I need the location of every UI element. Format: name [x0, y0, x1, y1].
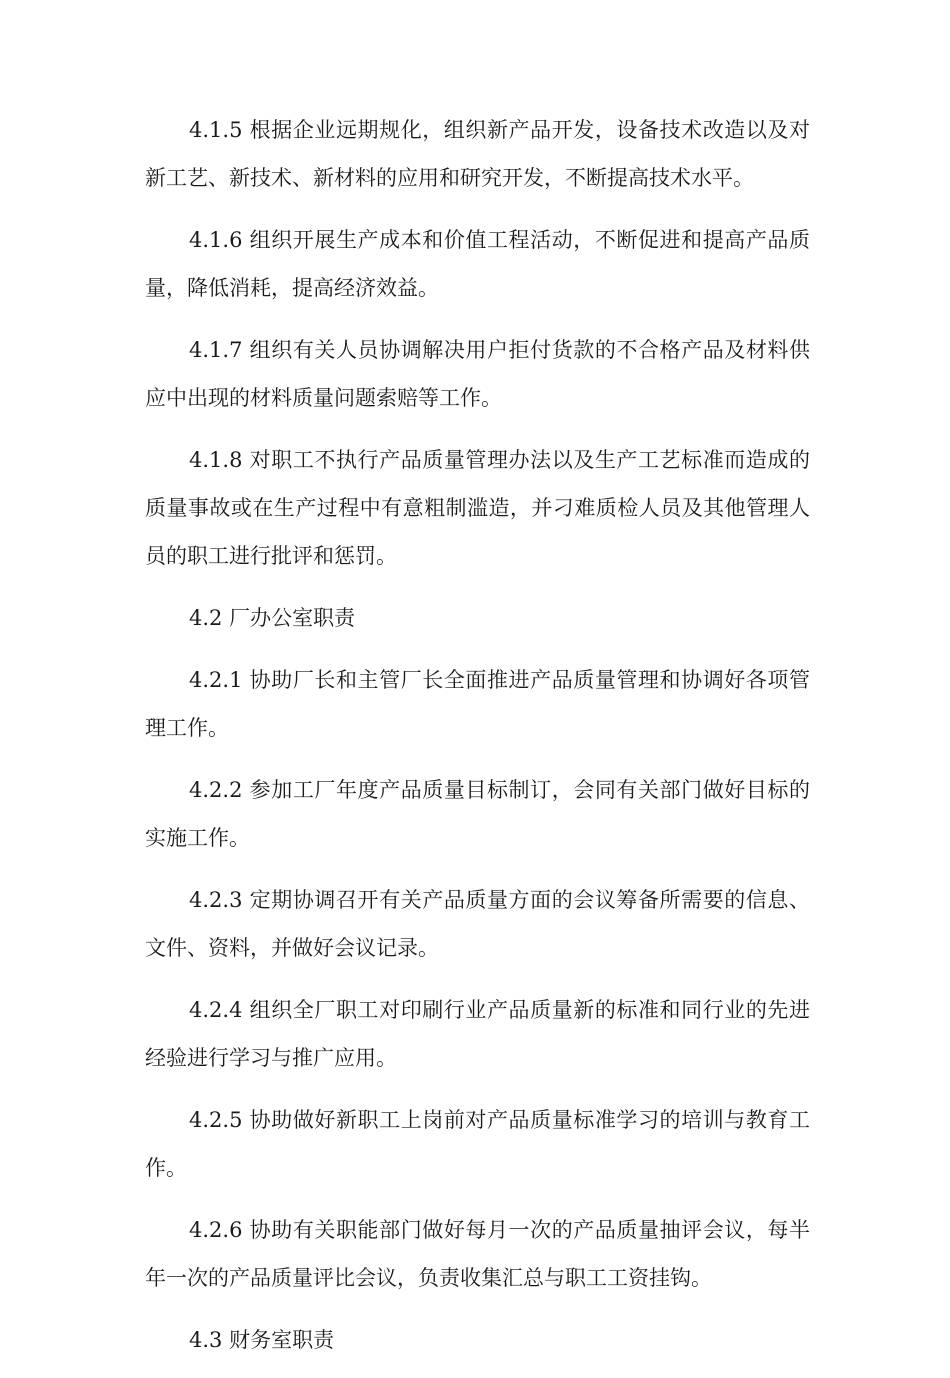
paragraph-4-1-8: 4.1.8 对职工不执行产品质量管理办法以及生产工艺标准而造成的质量事故或在生产过程中有意粗制滥造，并刁难质检人员及其他管理人员的职工进行批评和惩罚。 — [145, 448, 810, 568]
document-body — [145, 106, 810, 1378]
paragraph-4-1-6: 4.1.6 组织开展生产成本和价值工程活动，不断促进和提高产品质量，降低消耗，提高经济效益。 — [145, 228, 810, 300]
paragraph-4-2-4: 4.2.4 组织全厂职工对印刷行业产品质量新的标准和同行业的先进经验进行学习与推广应用。 — [145, 998, 810, 1070]
paragraph-4-2-5: 4.2.5 协助做好新职工上岗前对产品质量标准学习的培训与教育工作。 — [145, 1108, 810, 1180]
paragraph-4-1-5: 4.1.5 根据企业远期规化，组织新产品开发，设备技术改造以及对新工艺、新技术、新材料的应用和研究开发，不断提高技术水平。 — [145, 118, 810, 190]
paragraph-4-2-1: 4.2.1 协助厂长和主管厂长全面推进产品质量管理和协调好各项管理工作。 — [145, 668, 810, 740]
paragraph-4-2-2: 4.2.2 参加工厂年度产品质量目标制订，会同有关部门做好目标的实施工作。 — [145, 778, 810, 850]
paragraph-4-2-3: 4.2.3 定期协调召开有关产品质量方面的会议筹备所需要的信息、文件、资料，并做好会议记录。 — [145, 888, 810, 960]
section-heading-4-3: 4.3 财务室职责 — [189, 1328, 335, 1352]
paragraph-4-2-6: 4.2.6 协助有关职能部门做好每月一次的产品质量抽评会议，每半年一次的产品质量评比会议，负责收集汇总与职工工资挂钩。 — [145, 1218, 810, 1290]
section-heading-4-2: 4.2 厂办公室职责 — [189, 606, 356, 630]
paragraph-4-1-7: 4.1.7 组织有关人员协调解决用户拒付货款的不合格产品及材料供应中出现的材料质量问题索赔等工作。 — [145, 338, 810, 410]
